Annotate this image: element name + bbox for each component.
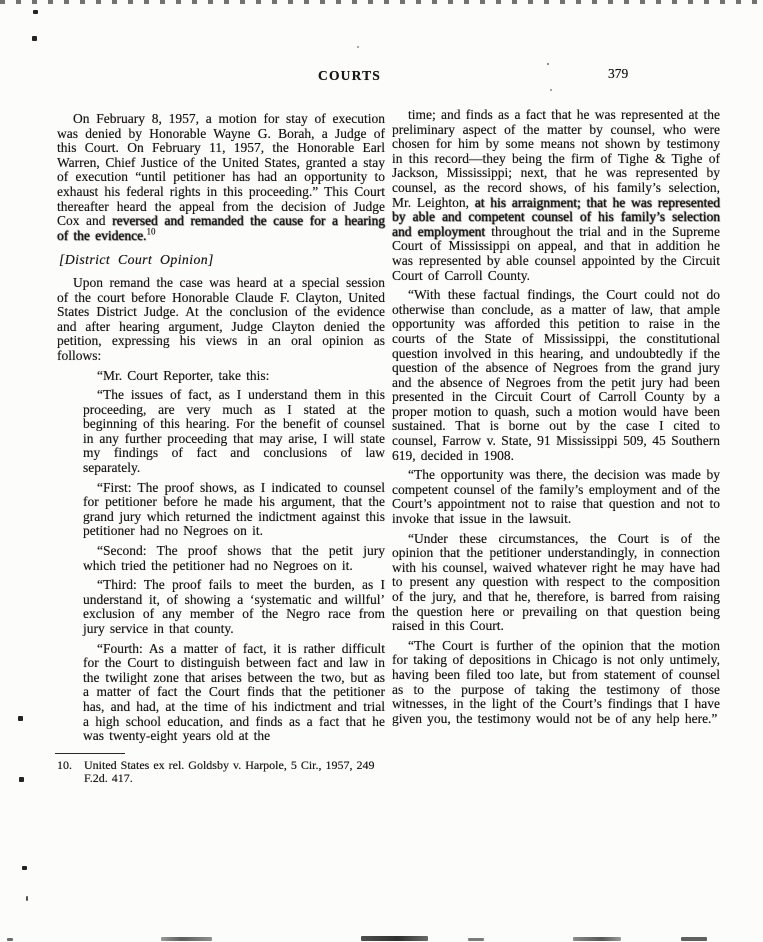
quote-paragraph: “Second: The proof shows that the petit jury which tried the petitioner had no Negroes on it. <box>83 543 385 573</box>
page-number: 379 <box>608 66 629 81</box>
remand-paragraph: Upon remand the case was heard at a special session of the court before Honorable Claude F. Clayton, United States District Judge. At the conclusion of the evidence and after hearing argument, Judge Clayton denied the petition, expressing his views in an oral opinion as follows: <box>57 274 385 363</box>
ink-speck <box>547 63 549 65</box>
ink-speck <box>26 896 28 901</box>
quote-paragraph: “The issues of fact, as I understand them in this proceeding, are very much as I stated at the beginning of this hearing. For the benefit of counsel in any further proceeding that may arise, I will state my findings of fact and conclusions of law separately. <box>83 387 385 476</box>
continued-smudged-text: at his arraignment; that he was represented by able and competent counsel of his family’s selection and employment <box>392 194 720 239</box>
footnote-marker: 10 <box>146 226 156 237</box>
quote-paragraph: “First: The proof shows, as I indicated to counsel for petitioner before he made his argument, that the grand jury which returned the indictment against this petitioner had no Negroes on it. <box>83 479 385 539</box>
footnote <box>57 759 385 786</box>
quote-paragraph: “Third: The proof fails to meet the burden, as I understand it, of showing a ‘systematic and willful’ exclusion of any member of the Negro race from jury service in that county. <box>83 577 385 636</box>
ink-speck <box>18 716 23 721</box>
scan-edge-bottom-fragment <box>468 938 484 941</box>
continued-text: time; and finds as a fact that he was represented at the preliminary aspect of the matter by counsel, who were chosen for him by some means not shown by testimony in this record—they being the firm of Tighe & Tighe of Jackson, Mississippi; next, that he was represented by counsel, as the record shows, of his family’s selection, Mr. Leighton, <box>392 107 720 210</box>
intro-text: On February 8, 1957, a motion for stay of execution was denied by Honorable Wayne G. Borah, a Judge of this Court. On February 11, 1957, the Honorable Earl Warren, Chief Justice of the United States, granted a stay of execution “until petitioner has had an opportunity to exhaust his federal rights in this proceeding.” This Court thereafter heard the appeal from the decision of Judge Cox and <box>57 111 385 229</box>
scan-edge-bottom-fragment <box>573 937 621 941</box>
quote-paragraph: “The opportunity was there, the decision was made by competent counsel of the family’s employment and of the Court’s appointment not to raise that question and not to invoke that issue in the lawsuit. <box>392 467 720 527</box>
ink-speck <box>22 866 27 870</box>
scan-edge-top <box>0 0 763 4</box>
scan-edge-bottom-fragment <box>7 938 13 941</box>
quote-paragraph: “Mr. Court Reporter, take this: <box>97 367 270 383</box>
intro-smudged-text: reversed and remanded the cause for a hearing of the evidence. <box>57 213 385 243</box>
scan-edge-bottom-fragment <box>361 936 428 941</box>
quote-paragraph: “Under these circumstances, the Court is of the opinion that the petitioner understandingly, in connection with his counsel, waived whatever right he may have had to present any question with respect to the composition of the jury, and that he, therefore, is barred from raising the question here or prevailing on that question being raised in this Court. <box>392 530 720 634</box>
footnote-number: 10. <box>57 757 72 772</box>
ink-speck <box>550 89 552 91</box>
intro-paragraph <box>57 112 385 243</box>
ink-speck <box>357 46 359 48</box>
continued-text-after: throughout the trial and in the Supreme Court of Mississippi on appeal, and that in addition he was represented by able counsel appointed by the Circuit Court of Carroll County. <box>392 223 721 283</box>
ink-speck <box>32 36 37 41</box>
section-heading: [District Court Opinion] <box>59 252 214 268</box>
right-column <box>392 108 720 731</box>
scan-edge-bottom-fragment <box>681 937 707 941</box>
ink-speck <box>33 10 38 14</box>
footnote-text: United States ex rel. Goldsby v. Harpole, 5 Cir., 1957, 249 F.2d. 417. <box>84 757 375 786</box>
running-head: COURTS <box>318 68 381 83</box>
quote-paragraph: “The Court is further of the opinion that the motion for taking of depositions in Chicago is not only untimely, having been filed too late, but from statement of counsel as to the purpose of taking the testimony of those witnesses, in the light of the Court’s findings that I have given you, the testimony would not be of any help here.” <box>392 637 720 726</box>
left-column <box>57 112 385 786</box>
footnote-separator <box>55 753 125 754</box>
quote-paragraph: “Fourth: As a matter of fact, it is rather difficult for the Court to distinguish between fact and law in the twilight zone that arises between the two, but as a matter of fact the Court finds that the petitioner has, and had, at the time of his indictment and trial a high school education, and finds as a fact that he was twenty-eight years old at the <box>83 640 385 744</box>
oral-opinion-quote-block <box>83 369 385 744</box>
ink-speck <box>19 777 24 782</box>
quote-paragraph: “With these factual findings, the Court could not do otherwise than conclude, as a matter of law, that ample opportunity was afforded this petition to raise in the courts of the State of Mississippi, the constitutional question involved in this hearing, and undoubtedly if the question of the absence of Negroes from the grand jury and the absence of Negroes from the petit jury had been presented in the Circuit Court of Carroll County by a proper motion to quash, such a motion would have been sustained. That is borne out by the case I cited to counsel, Farrow v. State, 91 Mississippi 509, 45 Southern 619, decided in 1908. <box>392 287 720 463</box>
quote-paragraph-continued <box>392 108 720 283</box>
scan-edge-bottom-fragment <box>161 937 212 941</box>
